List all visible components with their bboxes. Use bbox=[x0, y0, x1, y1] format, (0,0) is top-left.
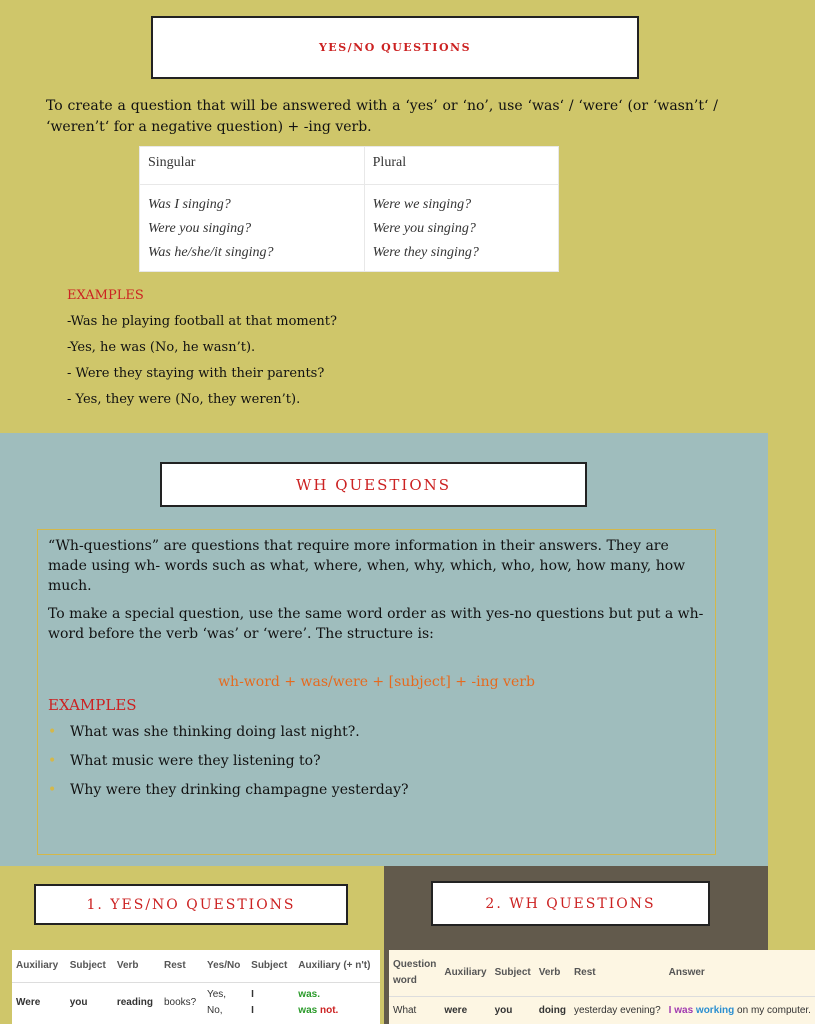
wh-content-box bbox=[37, 529, 716, 855]
col-header: Auxiliary (+ n't) bbox=[294, 950, 380, 982]
example-line: - Were they staying with their parents? bbox=[67, 366, 325, 381]
cell-question-word: What bbox=[393, 1004, 417, 1016]
wh-paragraph-1: “Wh-questions” are questions that require more information in their answers. They are made using wh- words such as what, where, when, why, which, who, how, how many, how much. bbox=[48, 538, 686, 594]
answer-part: I was bbox=[668, 1004, 696, 1016]
list-item bbox=[48, 718, 705, 747]
cell-subject: you bbox=[494, 1004, 513, 1016]
cell-subject: you bbox=[69, 997, 88, 1009]
cell-answer-auxiliary bbox=[294, 982, 380, 1024]
list-item bbox=[48, 776, 705, 805]
wh-structure-title: 2. WH QUESTIONS bbox=[431, 881, 710, 926]
yes-no-structure-table bbox=[12, 950, 380, 1024]
example-line: -Yes, he was (No, he wasn’t). bbox=[67, 340, 256, 355]
bullet-icon: • bbox=[48, 782, 57, 798]
col-header: Question word bbox=[389, 950, 440, 996]
answer-subject-no: I bbox=[251, 1005, 254, 1017]
col-header: Subject bbox=[247, 950, 294, 982]
answer-verb: working bbox=[695, 1004, 735, 1016]
wh-example: What music were they listening to? bbox=[70, 753, 321, 769]
col-header: Rest bbox=[160, 950, 203, 982]
wh-section bbox=[0, 433, 768, 866]
singular-item: Was he/she/it singing? bbox=[148, 245, 274, 260]
wh-examples-list bbox=[48, 718, 705, 805]
wh-examples-heading: EXAMPLES bbox=[48, 696, 137, 714]
yes-no-structure-section bbox=[0, 866, 384, 1024]
col-header: Auxiliary bbox=[12, 950, 66, 982]
col-header: Rest bbox=[570, 950, 665, 996]
wh-structure-section bbox=[384, 866, 811, 1024]
answer-aux-yes: was. bbox=[298, 989, 320, 1001]
yes-no-section bbox=[0, 0, 768, 433]
cell-verb: doing bbox=[538, 1004, 566, 1016]
cell-auxiliary: Were bbox=[16, 997, 41, 1009]
plural-cell bbox=[364, 185, 558, 272]
no-text: No, bbox=[206, 1005, 223, 1017]
answer-subject-yes: I bbox=[251, 989, 254, 1001]
bullet-icon: • bbox=[48, 753, 57, 769]
col-header: Answer bbox=[665, 950, 815, 996]
cell-auxiliary: were bbox=[444, 1004, 468, 1016]
yes-no-examples bbox=[67, 283, 337, 413]
header-plural: Plural bbox=[364, 147, 558, 185]
plural-item: Were we singing? bbox=[372, 197, 472, 212]
answer-not: not. bbox=[319, 1005, 339, 1017]
wh-example: Why were they drinking champagne yesterday? bbox=[70, 782, 409, 798]
singular-plural-table bbox=[139, 146, 559, 272]
header-singular: Singular bbox=[140, 147, 365, 185]
col-header: Auxiliary bbox=[440, 950, 490, 996]
cell-verb: reading bbox=[116, 997, 153, 1009]
cell-answer-subject bbox=[247, 982, 294, 1024]
cell-answer bbox=[665, 996, 815, 1024]
col-header: Verb bbox=[113, 950, 160, 982]
bullet-icon: • bbox=[48, 724, 57, 740]
list-item bbox=[48, 747, 705, 776]
singular-item: Were you singing? bbox=[148, 221, 252, 236]
col-header: Yes/No bbox=[203, 950, 247, 982]
wh-paragraph-2: To make a special question, use the same word order as with yes-no questions but put a wh-word before the verb ‘was’ or ‘were’. The structure is: bbox=[48, 606, 704, 642]
wh-title: WH QUESTIONS bbox=[160, 462, 587, 507]
cell-rest: books? bbox=[163, 997, 197, 1009]
example-line: -Was he playing football at that moment? bbox=[67, 314, 337, 329]
plural-item: Were they singing? bbox=[372, 245, 479, 260]
plural-item: Were you singing? bbox=[372, 221, 476, 236]
yes-no-structure-title: 1. YES/NO QUESTIONS bbox=[34, 884, 348, 925]
example-line: - Yes, they were (No, they weren’t). bbox=[67, 392, 301, 407]
wh-example: What was she thinking doing last night?. bbox=[70, 724, 360, 740]
cell-yes-no bbox=[203, 982, 247, 1024]
table-row bbox=[12, 982, 380, 1024]
yes-no-intro: To create a question that will be answered with a ‘yes’ or ‘no’, use ‘was‘ / ‘were‘ (or ‘wasn’t‘ / ‘weren’t‘ for a negative question) + -ing verb. bbox=[46, 98, 718, 135]
singular-cell bbox=[140, 185, 365, 272]
answer-aux-no: was bbox=[298, 1005, 320, 1017]
wh-structure-table bbox=[389, 950, 815, 1024]
yes-no-title: YES/NO QUESTIONS bbox=[151, 16, 639, 79]
yes-text: Yes, bbox=[206, 989, 227, 1001]
wh-formula: wh-word + was/were + [subject] + -ing verb bbox=[218, 674, 535, 690]
examples-heading: EXAMPLES bbox=[67, 288, 144, 303]
table-row bbox=[389, 996, 815, 1024]
col-header: Verb bbox=[535, 950, 570, 996]
cell-rest: yesterday evening? bbox=[573, 1004, 661, 1016]
singular-item: Was I singing? bbox=[148, 197, 231, 212]
col-header: Subject bbox=[66, 950, 113, 982]
answer-rest: on my computer. bbox=[734, 1004, 811, 1016]
col-header: Subject bbox=[491, 950, 535, 996]
